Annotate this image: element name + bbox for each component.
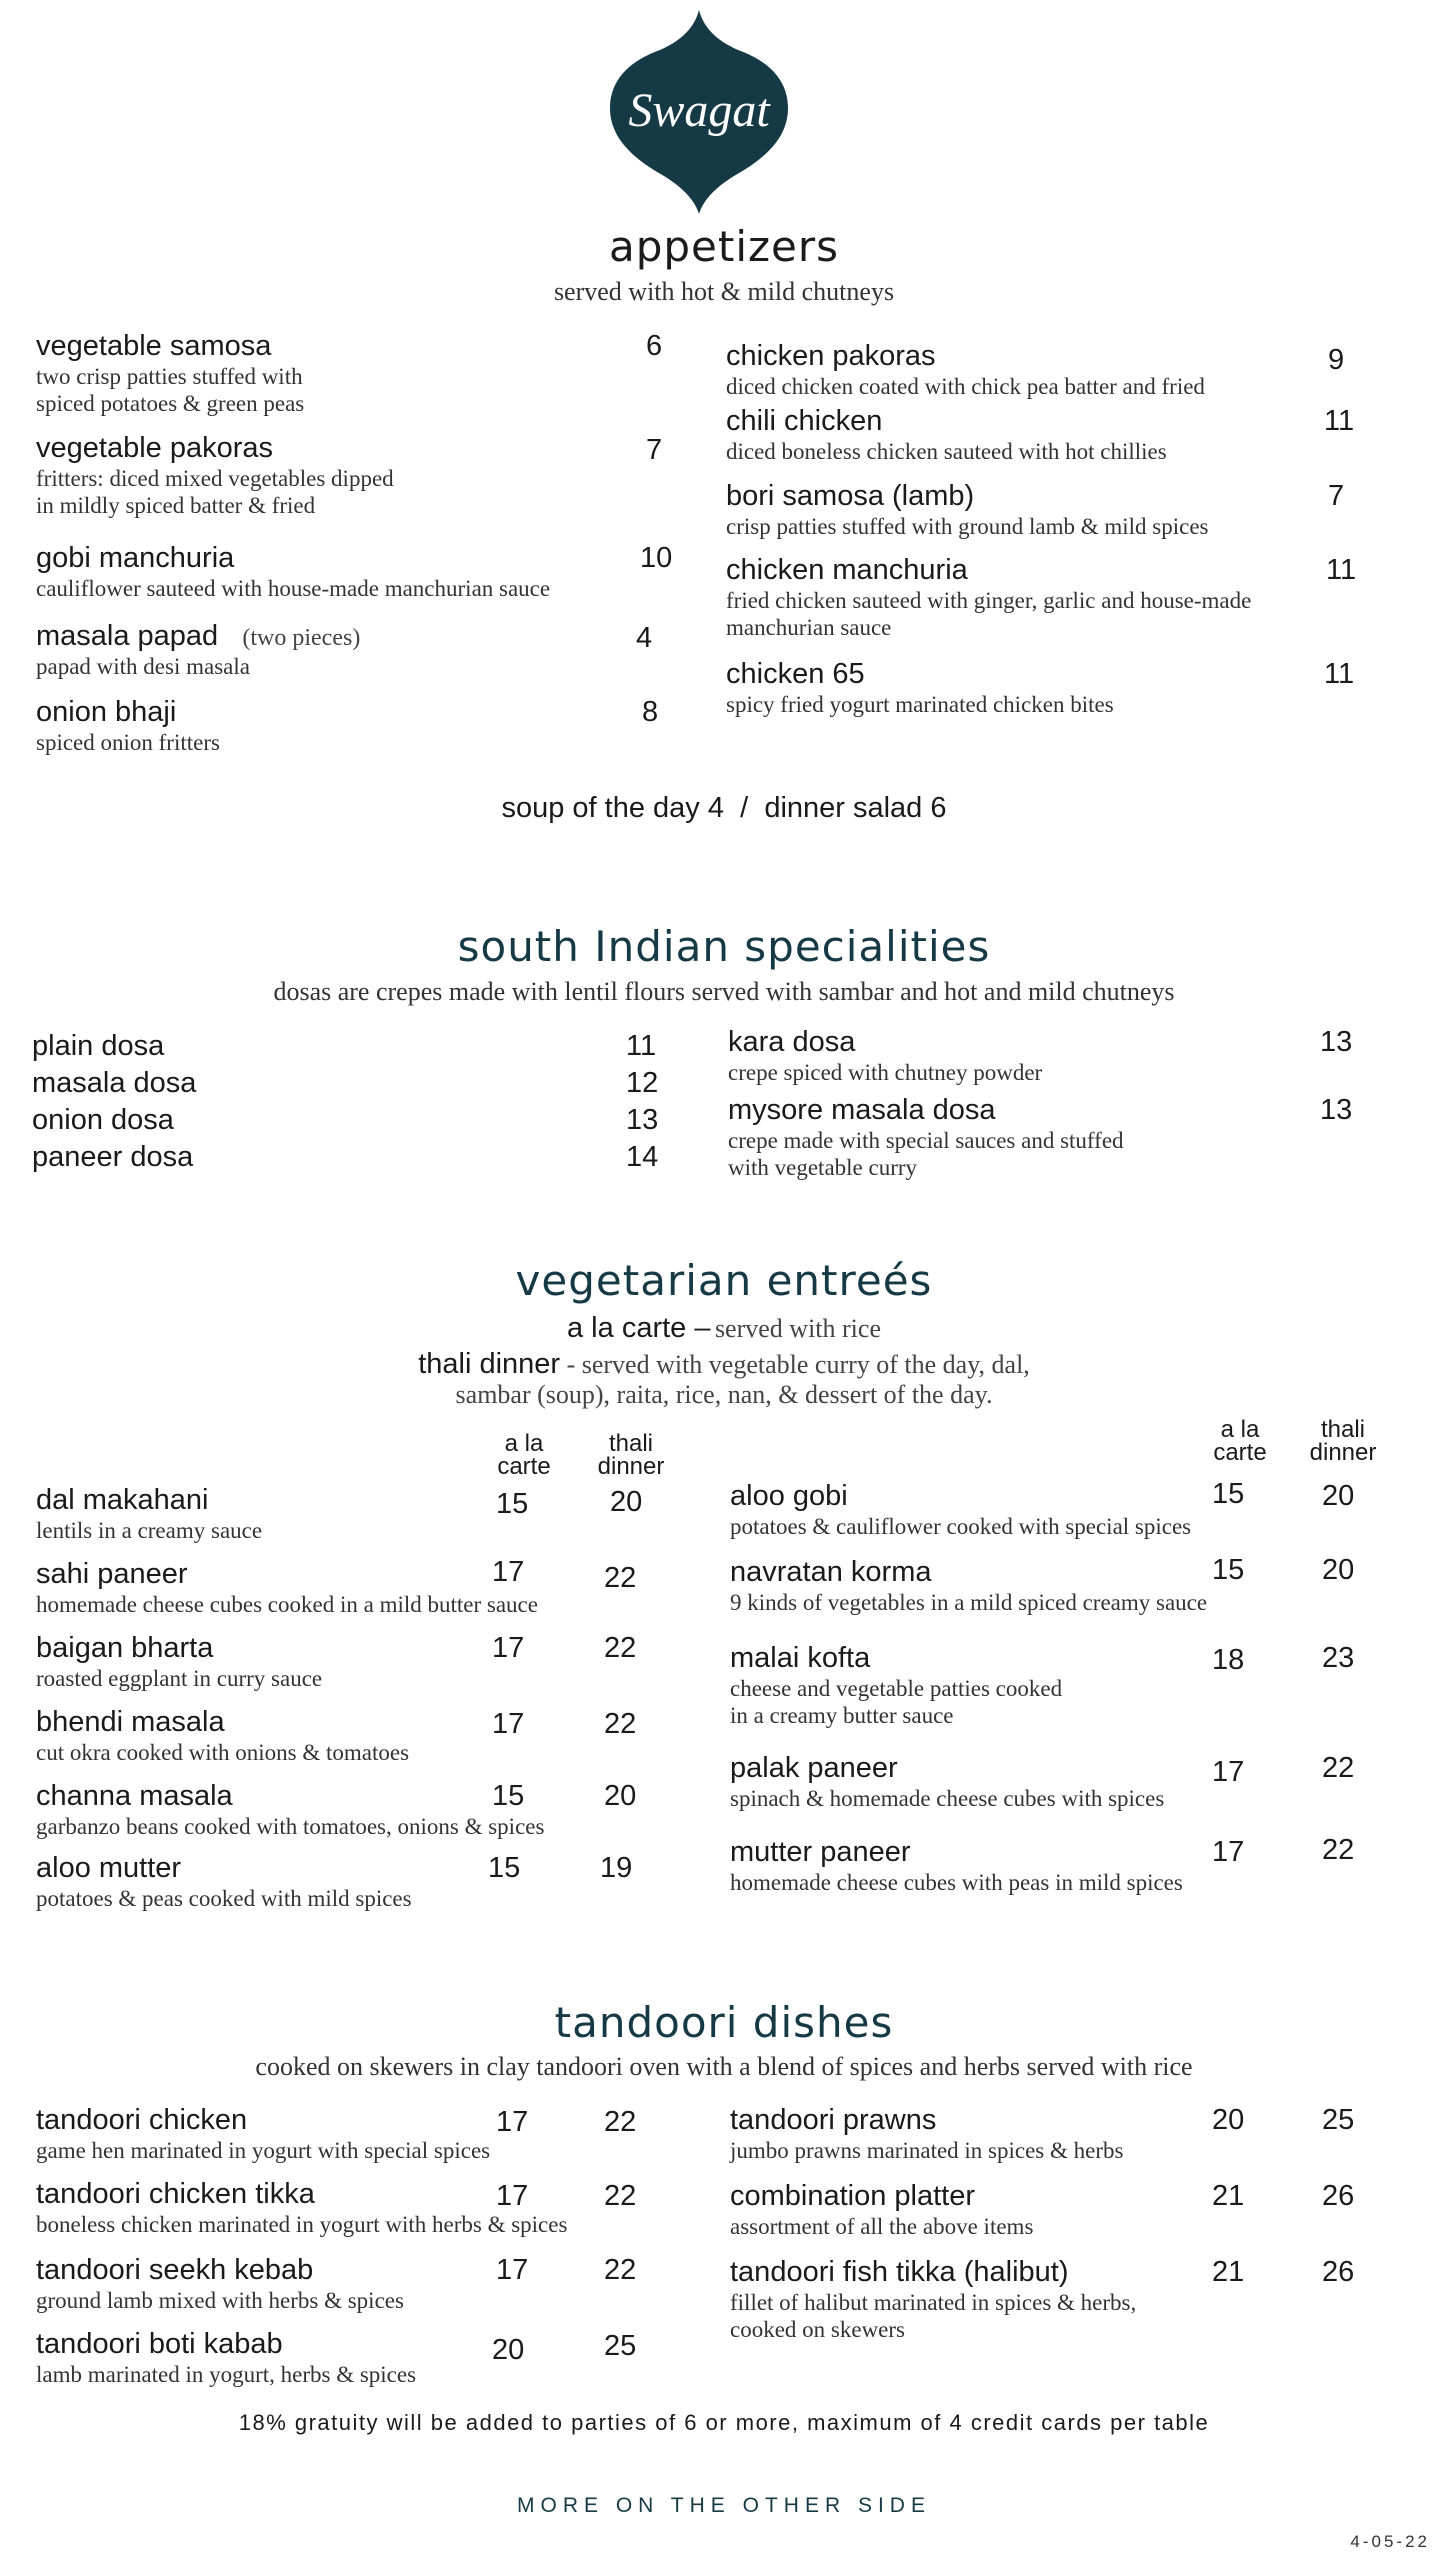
menu-item — [730, 2104, 1410, 2164]
item-desc: lamb marinated in yogurt, herbs & spices — [36, 2362, 417, 2387]
item-note: (two pieces) — [242, 625, 361, 651]
item-name: channa masala — [36, 1780, 233, 1812]
menu-item — [36, 1484, 696, 1544]
item-name: tandoori chicken — [36, 2104, 248, 2136]
separator: / — [740, 792, 749, 824]
more-on-other-side: MORE ON THE OTHER SIDE — [517, 2494, 931, 2517]
item-price: 10 — [640, 542, 673, 574]
item-desc: papad with desi masala — [36, 654, 250, 679]
menu-item — [36, 2254, 696, 2314]
item-name: palak paneer — [730, 1752, 898, 1784]
menu-item — [36, 542, 696, 602]
item-desc: fillet of halibut marinated in spices & herbs, — [730, 2290, 1137, 2315]
item-desc: with vegetable curry — [728, 1155, 918, 1180]
item-desc: diced boneless chicken sauteed with hot chillies — [726, 439, 1167, 464]
price-a-la-carte: 17 — [492, 1556, 525, 1588]
price-a-la-carte: 18 — [1212, 1644, 1245, 1676]
menu-item — [36, 696, 676, 756]
menu-item — [730, 1480, 1410, 1540]
item-price: 4 — [636, 622, 653, 654]
column-header-thali-dinner: thali dinner — [1309, 1416, 1377, 1466]
salad-price: 6 — [930, 792, 947, 824]
item-desc: 9 kinds of vegetables in a mild spiced creamy sauce — [730, 1590, 1208, 1615]
price-thali: 22 — [604, 1562, 637, 1594]
logo-text: Swagat — [628, 84, 770, 137]
south-subtitle: dosas are crepes made with lentil flours served with sambar and hot and mild chutneys — [273, 977, 1175, 1006]
soup-label: soup of the day — [501, 792, 700, 824]
item-name: tandoori boti kabab — [36, 2328, 283, 2360]
item-desc: homemade cheese cubes cooked in a mild butter sauce — [36, 1592, 538, 1617]
menu-item — [728, 1026, 1388, 1086]
veg-line-1-text: served with rice — [714, 1314, 881, 1343]
veg-line-1-label: a la carte – — [567, 1312, 711, 1344]
item-name: dal makahani — [36, 1484, 209, 1516]
salad-label: dinner salad — [764, 792, 923, 824]
item-price: 9 — [1328, 344, 1345, 376]
veg-line-2-label: thali dinner — [418, 1348, 561, 1380]
menu-item — [36, 1632, 696, 1692]
item-desc: cut okra cooked with onions & tomatoes — [36, 1740, 410, 1765]
tandoori-subtitle: cooked on skewers in clay tandoori oven with a blend of spices and herbs served with rice — [255, 2052, 1193, 2081]
item-desc: in mildly spiced batter & fried — [36, 493, 316, 518]
item-name: chicken pakoras — [726, 340, 936, 372]
item-name: chili chicken — [726, 405, 883, 437]
item-desc: cooked on skewers — [730, 2317, 906, 2342]
price-a-la-carte: 17 — [496, 2254, 529, 2286]
price-a-la-carte: 15 — [1212, 1478, 1245, 1510]
item-desc: two crisp patties stuffed with — [36, 364, 303, 389]
menu-date: 4-05-22 — [1350, 2532, 1430, 2551]
price-thali: 23 — [1322, 1642, 1355, 1674]
item-name: plain dosa — [32, 1030, 165, 1062]
veg-line-2-text: - served with vegetable curry of the day, dal, — [560, 1350, 1030, 1379]
price-thali: 19 — [600, 1852, 633, 1884]
item-desc: spiced onion fritters — [36, 730, 220, 755]
item-price: 11 — [1324, 658, 1355, 690]
menu-item — [36, 2104, 696, 2164]
menu-item — [730, 1556, 1410, 1616]
appetizers-title: appetizers — [608, 222, 840, 271]
item-name: mysore masala dosa — [728, 1094, 996, 1126]
tandoori-title: tandoori dishes — [554, 1998, 894, 2047]
item-price: 11 — [626, 1030, 657, 1062]
price-a-la-carte: 17 — [1212, 1836, 1245, 1868]
item-desc: game hen marinated in yogurt with special spices — [36, 2138, 491, 2163]
item-desc: spicy fried yogurt marinated chicken bites — [726, 692, 1114, 717]
column-header-thali-dinner: thali dinner — [597, 1430, 665, 1480]
menu-item — [726, 405, 1386, 465]
item-name: aloo mutter — [36, 1852, 182, 1884]
item-name: vegetable pakoras — [36, 432, 273, 464]
menu-item — [728, 1094, 1388, 1181]
price-thali: 20 — [1322, 1480, 1355, 1512]
menu-item — [730, 2180, 1410, 2240]
item-name: onion bhaji — [36, 696, 177, 728]
soup-price: 4 — [707, 792, 724, 824]
menu-item — [32, 1067, 672, 1100]
price-a-la-carte: 17 — [492, 1708, 525, 1740]
price-thali: 26 — [1322, 2180, 1355, 2212]
price-a-la-carte: 15 — [488, 1852, 521, 1884]
menu-item — [36, 330, 676, 417]
menu-item — [726, 340, 1386, 400]
item-price: 11 — [1326, 554, 1357, 586]
item-name: gobi manchuria — [36, 542, 235, 574]
menu-item — [32, 1104, 672, 1137]
item-desc: homemade cheese cubes with peas in mild spices — [730, 1870, 1183, 1895]
veg-line-3: sambar (soup), raita, rice, nan, & dessert of the day. — [455, 1380, 993, 1409]
column-header-a-la-carte: a la carte — [497, 1430, 551, 1480]
item-name: mutter paneer — [730, 1836, 911, 1868]
menu-item — [730, 1642, 1410, 1729]
item-name: aloo gobi — [730, 1480, 848, 1512]
menu-item — [36, 2328, 696, 2388]
gratuity-note: 18% gratuity will be added to parties of 6 or more, maximum of 4 credit cards per table — [238, 2410, 1210, 2435]
menu-item — [36, 1558, 696, 1618]
item-price: 7 — [1328, 480, 1345, 512]
menu-item — [36, 620, 676, 680]
item-desc: garbanzo beans cooked with tomatoes, onions & spices — [36, 1814, 545, 1839]
price-a-la-carte: 20 — [492, 2334, 525, 2366]
item-desc: manchurian sauce — [726, 615, 892, 640]
item-name: masala dosa — [32, 1067, 197, 1099]
item-desc: cauliflower sauteed with house-made manchurian sauce — [36, 576, 551, 601]
item-name: tandoori chicken tikka — [36, 2178, 315, 2210]
veg-title: vegetarian entreés — [515, 1256, 933, 1305]
item-desc: spiced potatoes & green peas — [36, 391, 305, 416]
price-a-la-carte: 17 — [496, 2180, 529, 2212]
price-a-la-carte: 21 — [1212, 2256, 1245, 2288]
item-desc: crepe made with special sauces and stuffed — [728, 1128, 1124, 1153]
price-a-la-carte: 17 — [496, 2106, 529, 2138]
item-desc: fried chicken sauteed with ginger, garlic and house-made — [726, 588, 1252, 613]
price-a-la-carte: 20 — [1212, 2104, 1245, 2136]
item-price: 13 — [626, 1104, 659, 1136]
price-a-la-carte: 15 — [492, 1780, 525, 1812]
logo-emblem — [606, 8, 792, 216]
item-name: vegetable samosa — [36, 330, 272, 362]
price-a-la-carte: 21 — [1212, 2180, 1245, 2212]
menu-item — [730, 1752, 1410, 1812]
menu-item — [730, 1836, 1410, 1896]
item-desc: boneless chicken marinated in yogurt with herbs & spices — [36, 2212, 568, 2237]
price-thali: 22 — [604, 1632, 637, 1664]
item-price: 6 — [646, 330, 663, 362]
column-header-a-la-carte: a la carte — [1213, 1416, 1267, 1466]
item-desc: potatoes & peas cooked with mild spices — [36, 1886, 412, 1911]
item-desc: cheese and vegetable patties cooked — [730, 1676, 1063, 1701]
menu-item — [36, 1852, 696, 1912]
item-name: tandoori fish tikka (halibut) — [730, 2256, 1069, 2288]
item-desc: crepe spiced with chutney powder — [728, 1060, 1043, 1085]
price-thali: 22 — [1322, 1834, 1355, 1866]
menu-item — [32, 1141, 672, 1174]
item-name: tandoori seekh kebab — [36, 2254, 314, 2286]
menu-item — [32, 1030, 672, 1063]
price-thali: 20 — [604, 1780, 637, 1812]
item-desc: jumbo prawns marinated in spices & herbs — [730, 2138, 1124, 2163]
menu-item — [726, 480, 1386, 540]
item-name: sahi paneer — [36, 1558, 188, 1590]
price-thali: 22 — [604, 2254, 637, 2286]
item-desc: crisp patties stuffed with ground lamb & mild spices — [726, 514, 1209, 539]
item-desc: ground lamb mixed with herbs & spices — [36, 2288, 404, 2313]
item-desc: lentils in a creamy sauce — [36, 1518, 263, 1543]
item-name: onion dosa — [32, 1104, 174, 1136]
item-name: bhendi masala — [36, 1706, 225, 1738]
logo — [606, 8, 792, 216]
price-thali: 20 — [1322, 1554, 1355, 1586]
item-desc: potatoes & cauliflower cooked with special spices — [730, 1514, 1192, 1539]
veg-line-2 — [0, 1348, 1448, 1381]
veg-line-1 — [0, 1312, 1448, 1345]
item-desc: in a creamy butter sauce — [730, 1703, 954, 1728]
item-desc: diced chicken coated with chick pea batter and fried — [726, 374, 1205, 399]
price-thali: 22 — [604, 2180, 637, 2212]
price-thali: 22 — [604, 1708, 637, 1740]
item-price: 13 — [1320, 1094, 1353, 1126]
item-name: combination platter — [730, 2180, 976, 2212]
price-thali: 20 — [610, 1486, 643, 1518]
menu-item — [726, 554, 1386, 641]
menu-item — [36, 1706, 696, 1766]
price-a-la-carte: 17 — [1212, 1756, 1245, 1788]
item-name: paneer dosa — [32, 1141, 194, 1173]
price-a-la-carte: 15 — [1212, 1554, 1245, 1586]
price-thali: 25 — [604, 2330, 637, 2362]
appetizers-subtitle: served with hot & mild chutneys — [553, 277, 895, 306]
item-name: chicken 65 — [726, 658, 865, 690]
item-desc: roasted eggplant in curry sauce — [36, 1666, 323, 1691]
item-price: 12 — [626, 1067, 659, 1099]
price-thali: 25 — [1322, 2104, 1355, 2136]
item-name: bori samosa (lamb) — [726, 480, 975, 512]
item-price: 8 — [642, 696, 659, 728]
south-title: south Indian specialities — [457, 922, 991, 971]
item-price: 14 — [626, 1141, 659, 1173]
item-desc: spinach & homemade cheese cubes with spices — [730, 1786, 1165, 1811]
price-thali: 22 — [1322, 1752, 1355, 1784]
item-name: kara dosa — [728, 1026, 856, 1058]
price-thali: 22 — [604, 2106, 637, 2138]
item-name: malai kofta — [730, 1642, 871, 1674]
price-a-la-carte: 17 — [492, 1632, 525, 1664]
item-desc: fritters: diced mixed vegetables dipped — [36, 466, 394, 491]
item-name: masala papad — [36, 620, 219, 652]
item-name: baigan bharta — [36, 1632, 214, 1664]
item-name: navratan korma — [730, 1556, 932, 1588]
price-thali: 26 — [1322, 2256, 1355, 2288]
item-price: 13 — [1320, 1026, 1353, 1058]
item-name: chicken manchuria — [726, 554, 968, 586]
price-a-la-carte: 15 — [496, 1488, 529, 1520]
menu-item — [726, 658, 1386, 718]
item-price: 7 — [646, 434, 663, 466]
extras-line — [0, 792, 1448, 825]
menu-item — [730, 2256, 1410, 2343]
menu-item — [36, 1780, 696, 1840]
menu-item — [36, 432, 676, 519]
item-desc: assortment of all the above items — [730, 2214, 1034, 2239]
item-price: 11 — [1324, 405, 1355, 437]
menu-item — [36, 2178, 696, 2238]
item-name: tandoori prawns — [730, 2104, 937, 2136]
